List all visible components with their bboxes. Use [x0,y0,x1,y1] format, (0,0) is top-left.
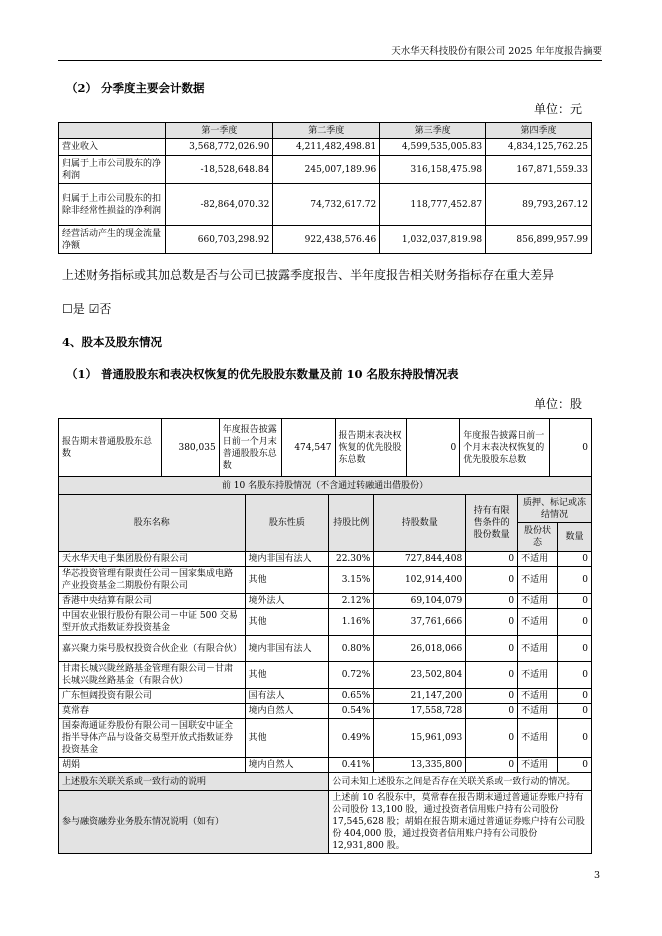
holder-nature: 境外法人 [245,594,329,609]
holder-restricted: 0 [466,552,518,567]
holder-nature: 其他 [245,567,329,594]
unit-label-shares: 单位：股 [534,397,583,411]
preferred-holders-value: 0 [407,419,460,477]
table-cell: 74,732,617.72 [273,184,380,226]
holder-status: 不适用 [518,662,558,689]
holder-restricted: 0 [466,704,518,719]
table-row [59,184,592,226]
holder-count: 0 [558,609,592,636]
disclosure-difference-note: 上述财务指标或其加总数是否与公司已披露季度报告、半年度报告相关财务指标存在重大差异 [62,268,555,282]
header-cell: 第四季度 [486,123,592,139]
table-header-row [59,123,592,139]
holder-status: 不适用 [518,719,558,758]
table-cell: 660,703,298.92 [166,226,273,254]
table-cell: 4,834,125,762.25 [486,139,592,156]
holder-nature: 境内非国有法人 [245,552,329,567]
holder-ratio: 0.80% [329,636,374,662]
holder-restricted: 0 [466,719,518,758]
section-title-top10: （1） 普通股股东和表决权恢复的优先股股东数量及前 10 名股东持股情况表 [66,367,459,381]
row-label: 营业收入 [59,139,166,156]
header-cell [59,123,166,139]
related-parties-text: 公司未知上述股东之间是否存在关联关系或一致行动的情况。 [329,773,592,791]
holder-ratio: 0.49% [329,719,374,758]
holder-status: 不适用 [518,609,558,636]
table-cell: 856,899,957.99 [486,226,592,254]
holder-name: 嘉兴聚力柒号股权投资合伙企业（有限合伙） [59,636,246,662]
quarterly-table [58,122,592,254]
summary-row [59,419,592,477]
holder-name: 国泰海通证券股份有限公司－国联安中证全指半导体产品与设备交易型开放式指数证券投资基金 [59,719,246,758]
holder-quantity: 17,558,728 [374,704,466,719]
holder-count: 0 [558,758,592,773]
row-label: 归属于上市公司股东的净利润 [59,156,166,184]
table-cell: 3,568,772,026.90 [166,139,273,156]
col-header-status: 股份状态 [518,523,558,552]
holder-status: 不适用 [518,594,558,609]
holder-status: 不适用 [518,758,558,773]
holder-restricted: 0 [466,609,518,636]
header-cell: 第一季度 [166,123,273,139]
related-parties-row [59,773,592,791]
holder-nature: 其他 [245,719,329,758]
header-cell: 第二季度 [273,123,380,139]
holder-count: 0 [558,689,592,704]
table-row [59,552,592,567]
table-row [59,758,592,773]
holder-name: 胡娟 [59,758,246,773]
holder-restricted: 0 [466,662,518,689]
holder-quantity: 23,502,804 [374,662,466,689]
holder-nature: 其他 [245,662,329,689]
table-row [59,636,592,662]
holder-nature: 其他 [245,609,329,636]
holder-quantity: 37,761,666 [374,609,466,636]
section-title-quarterly: （2） 分季度主要会计数据 [66,81,205,95]
preferred-holders-label: 报告期末表决权恢复的优先股股东总数 [335,419,407,477]
holder-status: 不适用 [518,567,558,594]
holder-count: 0 [558,636,592,662]
holder-name: 中国农业银行股份有限公司－中证 500 交易型开放式指数证券投资基金 [59,609,246,636]
holder-ratio: 0.41% [329,758,374,773]
table-row [59,594,592,609]
holder-count: 0 [558,552,592,567]
col-header-name: 股东名称 [59,495,246,552]
col-header-count: 数量 [558,523,592,552]
holder-quantity: 727,844,408 [374,552,466,567]
holder-count: 0 [558,704,592,719]
table-cell: 1,032,037,819.98 [380,226,486,254]
margin-trading-row [59,791,592,854]
table-cell: 89,793,267.12 [486,184,592,226]
holder-nature: 境内自然人 [245,704,329,719]
header-cell: 第三季度 [380,123,486,139]
holder-restricted: 0 [466,567,518,594]
margin-trading-text: 上述前 10 名股东中，莫常春在报告期末通过普通证券账户持有公司股份 13,100 股，通过投资者信用账户持有公司股份 17,545,628 股；胡娟在报告期末通过普通证券账户持有公司股份 404,000 股，通过投资者信用账户持有公司股份 12,931,800 股。 [329,791,592,854]
holder-quantity: 15,961,093 [374,719,466,758]
total-holders-label: 报告期末普通股股东总数 [59,419,162,477]
holder-restricted: 0 [466,758,518,773]
holder-status: 不适用 [518,689,558,704]
holder-name: 天水华天电子集团股份有限公司 [59,552,246,567]
holder-nature: 境内非国有法人 [245,636,329,662]
holder-status: 不适用 [518,636,558,662]
holder-name: 香港中央结算有限公司 [59,594,246,609]
holder-name: 广东恒阔投资有限公司 [59,689,246,704]
table-cell: 118,777,452.87 [380,184,486,226]
holder-ratio: 0.72% [329,662,374,689]
holder-restricted: 0 [466,689,518,704]
holder-quantity: 21,147,200 [374,689,466,704]
holder-status: 不适用 [518,552,558,567]
holder-name: 华芯投资管理有限责任公司－国家集成电路产业投资基金二期股份有限公司 [59,567,246,594]
holder-ratio: 1.16% [329,609,374,636]
table-row [59,156,592,184]
holder-ratio: 0.65% [329,689,374,704]
holder-name: 甘肃长城兴陇丝路基金管理有限公司－甘肃长城兴陇丝路基金（有限合伙） [59,662,246,689]
table-row [59,567,592,594]
row-label: 经营活动产生的现金流量净额 [59,226,166,254]
row-label: 归属于上市公司股东的扣除非经常性损益的净利润 [59,184,166,226]
holder-nature: 国有法人 [245,689,329,704]
holder-count: 0 [558,719,592,758]
holder-ratio: 0.54% [329,704,374,719]
table-cell: -82,864,070.32 [166,184,273,226]
table-cell: 316,158,475.98 [380,156,486,184]
prev-month-preferred-label: 年度报告披露日前一个月末表决权恢复的优先股股东总数 [460,419,550,477]
holder-count: 0 [558,662,592,689]
holder-quantity: 26,018,066 [374,636,466,662]
section-title-shareholders: 4、股本及股东情况 [62,335,163,349]
holder-ratio: 3.15% [329,567,374,594]
table-row [59,704,592,719]
holder-quantity: 13,335,800 [374,758,466,773]
prev-month-preferred-value: 0 [550,419,592,477]
col-header-ratio: 持股比例 [329,495,374,552]
shareholder-summary-table [58,418,592,477]
table-row [59,719,592,758]
holder-count: 0 [558,594,592,609]
holder-ratio: 2.12% [329,594,374,609]
col-header-nature: 股东性质 [245,495,329,552]
yes-no-checkbox: ☐是 ☑否 [62,302,112,316]
table-cell: 4,599,535,005.83 [380,139,486,156]
col-header-restricted: 持有有限售条件的股份数量 [466,495,518,552]
col-header-quantity: 持股数量 [374,495,466,552]
holder-nature: 境内自然人 [245,758,329,773]
table-row [59,689,592,704]
table-row [59,662,592,689]
table-cell: 245,007,189.96 [273,156,380,184]
top10-title-row [59,477,592,495]
holder-quantity: 102,914,400 [374,567,466,594]
total-holders-value: 380,035 [161,419,219,477]
table-row [59,609,592,636]
top10-holders-table [58,476,592,854]
holder-restricted: 0 [466,594,518,609]
table-cell: -18,528,648.84 [166,156,273,184]
holder-status: 不适用 [518,704,558,719]
page-header: 天水华天科技股份有限公司 2025 年年度报告摘要 [58,46,602,61]
table-row [59,139,592,156]
related-parties-label: 上述股东关联关系或一致行动的说明 [59,773,329,791]
page-number: 3 [593,870,600,881]
top10-title: 前 10 名股东持股情况（不含通过转融通出借股份） [59,477,592,495]
holder-name: 莫常春 [59,704,246,719]
holder-count: 0 [558,567,592,594]
table-header-row [59,495,592,523]
table-cell: 167,871,559.33 [486,156,592,184]
prev-month-holders-value: 474,547 [281,419,335,477]
col-header-pledge: 质押、标记或冻结情况 [518,495,592,523]
margin-trading-label: 参与融资融券业务股东情况说明（如有） [59,791,329,854]
holder-quantity: 69,104,079 [374,594,466,609]
table-row [59,226,592,254]
holder-ratio: 22.30% [329,552,374,567]
prev-month-holders-label: 年度报告披露日前一个月末普通股股东总数 [219,419,281,477]
table-cell: 4,211,482,498.81 [273,139,380,156]
table-cell: 922,438,576.46 [273,226,380,254]
holder-restricted: 0 [466,636,518,662]
unit-label-yuan: 单位：元 [534,102,583,116]
